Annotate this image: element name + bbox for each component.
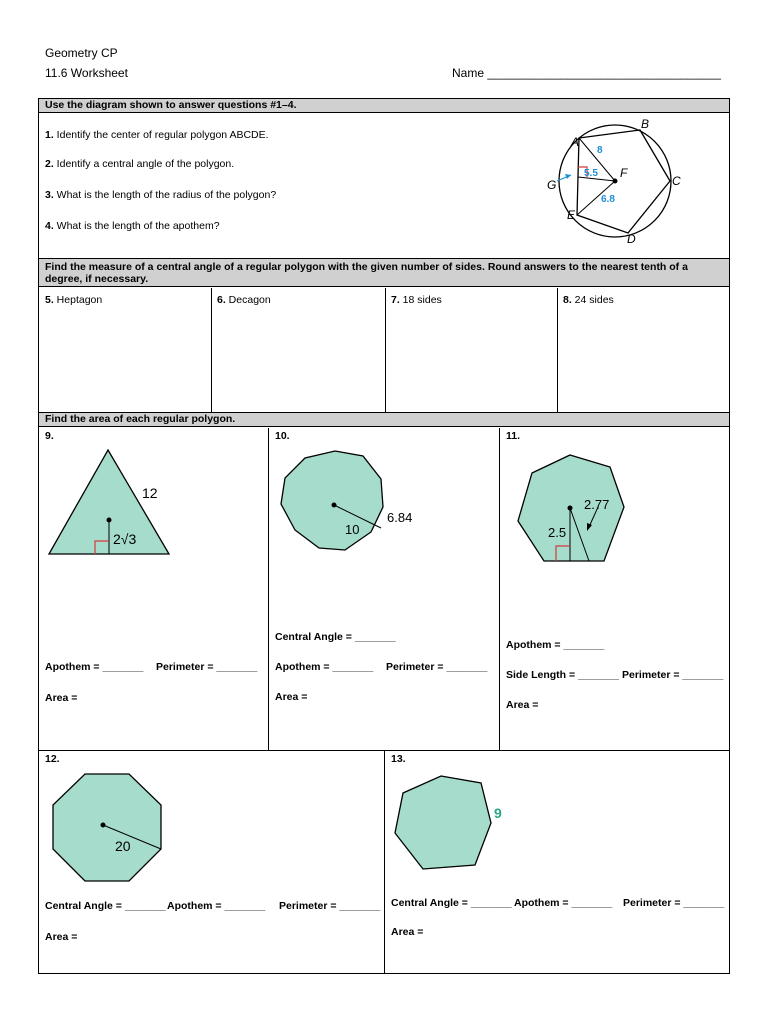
p10-radius-label: 10 xyxy=(345,522,360,537)
triangle-figure xyxy=(47,444,177,559)
problem-13-number: 13. xyxy=(391,753,406,765)
worksheet-table xyxy=(38,98,730,974)
p11-apothem-label: 2.5 xyxy=(548,525,567,540)
worksheet-title: 11.6 Worksheet xyxy=(45,66,128,80)
section3-instruction: Find the area of each regular polygon. xyxy=(39,413,729,427)
label-G: G xyxy=(547,178,557,192)
nonagon-figure xyxy=(275,444,425,569)
p12-perimeter: Perimeter = _______ xyxy=(279,900,381,912)
p12-apothem: Apothem = _______ xyxy=(167,900,266,912)
question-3: 3. What is the length of the radius of the polygon? xyxy=(45,189,277,201)
p13-perimeter: Perimeter = _______ xyxy=(623,897,725,909)
p13-central-angle: Central Angle = _______ xyxy=(391,897,512,909)
p13-apothem: Apothem = _______ xyxy=(514,897,613,909)
p12-central-angle: Central Angle = _______ xyxy=(45,900,166,912)
label-apothem: 5.5 xyxy=(584,168,598,179)
p9-apothem: Apothem = _______ xyxy=(45,661,144,673)
p12-area: Area = xyxy=(45,931,78,943)
p13-side-label: 9 xyxy=(494,805,502,821)
problem-11-number: 11. xyxy=(506,430,521,442)
item-7: 7. 18 sides xyxy=(391,294,442,306)
label-D: D xyxy=(627,232,636,245)
label-F: F xyxy=(620,166,628,180)
p9-perimeter: Perimeter = _______ xyxy=(156,661,258,673)
heptagon-figure-2 xyxy=(393,771,513,876)
p10-central-angle: Central Angle = _______ xyxy=(275,631,396,643)
section2-instruction: Find the measure of a central angle of a regular polygon with the given number of sides. Round answers to the nearest tenth of a degree, if necessary. xyxy=(39,259,729,287)
label-A: A xyxy=(571,135,580,149)
p12-radius-label: 20 xyxy=(115,838,131,854)
label-B: B xyxy=(641,117,650,131)
p10-apothem: Apothem = _______ xyxy=(275,661,374,673)
label-side: 6.8 xyxy=(601,194,615,205)
problem-9-number: 9. xyxy=(45,430,54,442)
name-field[interactable]: Name ___________________________________ xyxy=(452,66,721,80)
p13-area: Area = xyxy=(391,926,424,938)
octagon-figure xyxy=(47,769,182,889)
item-5: 5. Heptagon xyxy=(45,294,103,306)
pentagon-diagram xyxy=(505,115,695,245)
p11-perimeter: Perimeter = _______ xyxy=(622,669,724,681)
p9-side-label: 12 xyxy=(142,485,158,501)
problem-12-number: 12. xyxy=(45,753,60,765)
p10-side-label: 6.84 xyxy=(387,510,413,525)
section1-instruction: Use the diagram shown to answer questions #1–4. xyxy=(39,99,729,113)
p11-side-length: Side Length = _______ xyxy=(506,669,619,681)
heptagon-figure xyxy=(514,449,639,569)
p11-apothem: Apothem = _______ xyxy=(506,639,605,651)
p9-area: Area = xyxy=(45,692,78,704)
question-4: 4. What is the length of the apothem? xyxy=(45,220,220,232)
question-1: 1. Identify the center of regular polygon ABCDE. xyxy=(45,129,269,141)
problem-10-number: 10. xyxy=(275,430,290,442)
course-title: Geometry CP xyxy=(45,46,118,60)
item-6: 6. Decagon xyxy=(217,294,271,306)
p10-perimeter: Perimeter = _______ xyxy=(386,661,488,673)
p10-area: Area = xyxy=(275,691,308,703)
question-2: 2. Identify a central angle of the polygon. xyxy=(45,158,235,170)
label-E: E xyxy=(567,208,576,222)
p9-apothem-label: 2√3 xyxy=(113,531,137,547)
label-radius: 8 xyxy=(597,145,603,156)
p11-area: Area = xyxy=(506,699,539,711)
p11-radius-label: 2.77 xyxy=(584,497,610,512)
item-8: 8. 24 sides xyxy=(563,294,614,306)
label-C: C xyxy=(672,174,681,188)
